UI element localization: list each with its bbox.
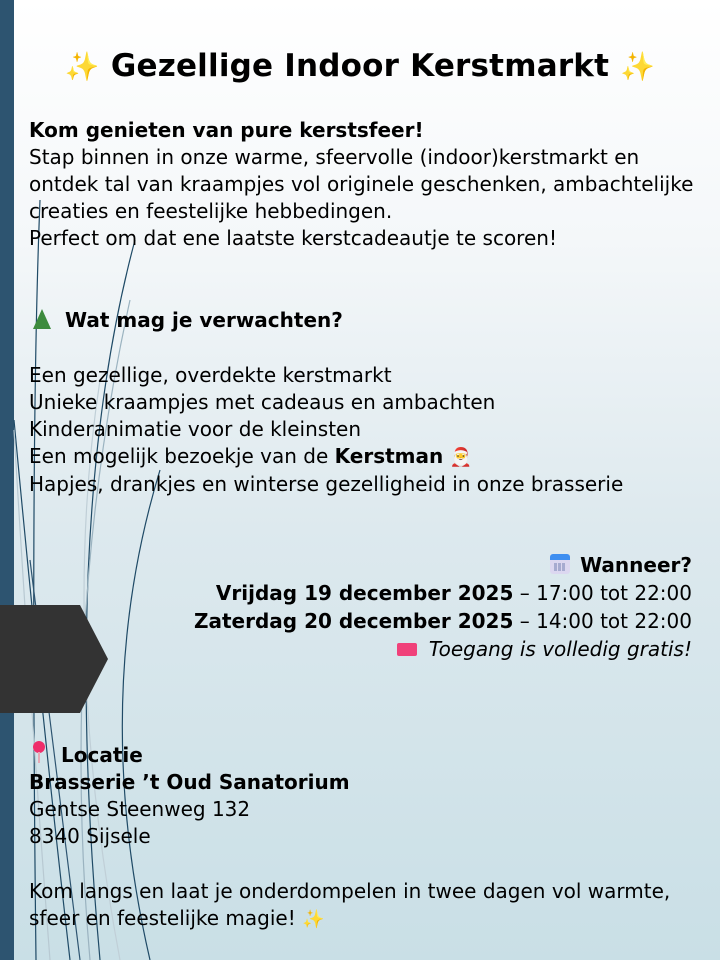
kerstman-bold: Kerstman — [334, 444, 444, 468]
sparkles-icon: ✨ — [302, 909, 325, 930]
city-address: 8340 Sijsele — [29, 824, 151, 848]
list-item — [29, 443, 623, 471]
outro-line — [29, 905, 709, 933]
pushpin-icon — [29, 741, 49, 765]
location-section — [29, 741, 350, 850]
when-heading-text: Wanneer? — [580, 553, 692, 577]
outro-line-text: sfeer en feestelijke magie! — [29, 906, 303, 930]
expect-list — [29, 362, 623, 498]
list-item: Hapjes, drankjes en winterse gezelligheid in onze brasserie — [29, 472, 624, 496]
location-heading-text: Locatie — [61, 743, 143, 767]
page-title — [0, 48, 720, 84]
santa-icon: 🎅 — [449, 447, 473, 468]
intro-section — [29, 117, 709, 252]
date-row — [194, 607, 692, 635]
date-time: – 17:00 tot 22:00 — [513, 581, 692, 605]
intro-line: ontdek tal van kraampjes vol originele geschenken, ambachtelijke — [29, 172, 694, 196]
intro-line: creaties en feestelijke hebbedingen. — [29, 199, 393, 223]
venue-name: Brasserie ’t Oud Sanatorium — [29, 770, 350, 794]
hexagon-arrow-shape — [0, 605, 108, 713]
when-section — [194, 551, 692, 663]
date-row — [194, 579, 692, 607]
date-day: Zaterdag 20 december 2025 — [193, 609, 514, 633]
outro-line: Kom langs en laat je onderdompelen in twee dagen vol warmte, — [29, 879, 671, 903]
outro-section — [29, 878, 709, 933]
when-heading — [194, 551, 692, 579]
list-item: Unieke kraampjes met cadeaus en ambachten — [29, 390, 496, 414]
list-item-text: Een mogelijk bezoekje van de — [29, 444, 335, 468]
intro-line: Perfect om dat ene laatste kerstcadeautje te scoren! — [29, 226, 557, 250]
intro-line: Stap binnen in onze warme, sfeervolle (indoor)kerstmarkt en — [29, 145, 640, 169]
expect-heading-text: Wat mag je verwachten? — [65, 308, 343, 332]
free-entry-text: Toegang is volledig gratis! — [428, 637, 692, 661]
list-item: Kinderanimatie voor de kleinsten — [29, 417, 362, 441]
calendar-icon — [550, 554, 570, 574]
sparkles-icon: ✨ — [620, 50, 656, 83]
side-accent-bar — [0, 0, 14, 960]
sparkles-icon: ✨ — [64, 50, 100, 83]
expect-heading — [29, 307, 343, 334]
title-text: Gezellige Indoor Kerstmarkt — [110, 48, 610, 84]
date-time: – 14:00 tot 22:00 — [513, 609, 692, 633]
christmas-tree-icon — [33, 309, 51, 329]
intro-heading: Kom genieten van pure kerstsfeer! — [29, 118, 424, 142]
date-day: Vrijdag 19 december 2025 — [215, 581, 514, 605]
list-item: Een gezellige, overdekte kerstmarkt — [29, 363, 392, 387]
street-address: Gentse Steenweg 132 — [29, 797, 251, 821]
free-entry — [194, 635, 692, 663]
location-heading — [29, 741, 350, 769]
ticket-icon — [397, 643, 417, 656]
